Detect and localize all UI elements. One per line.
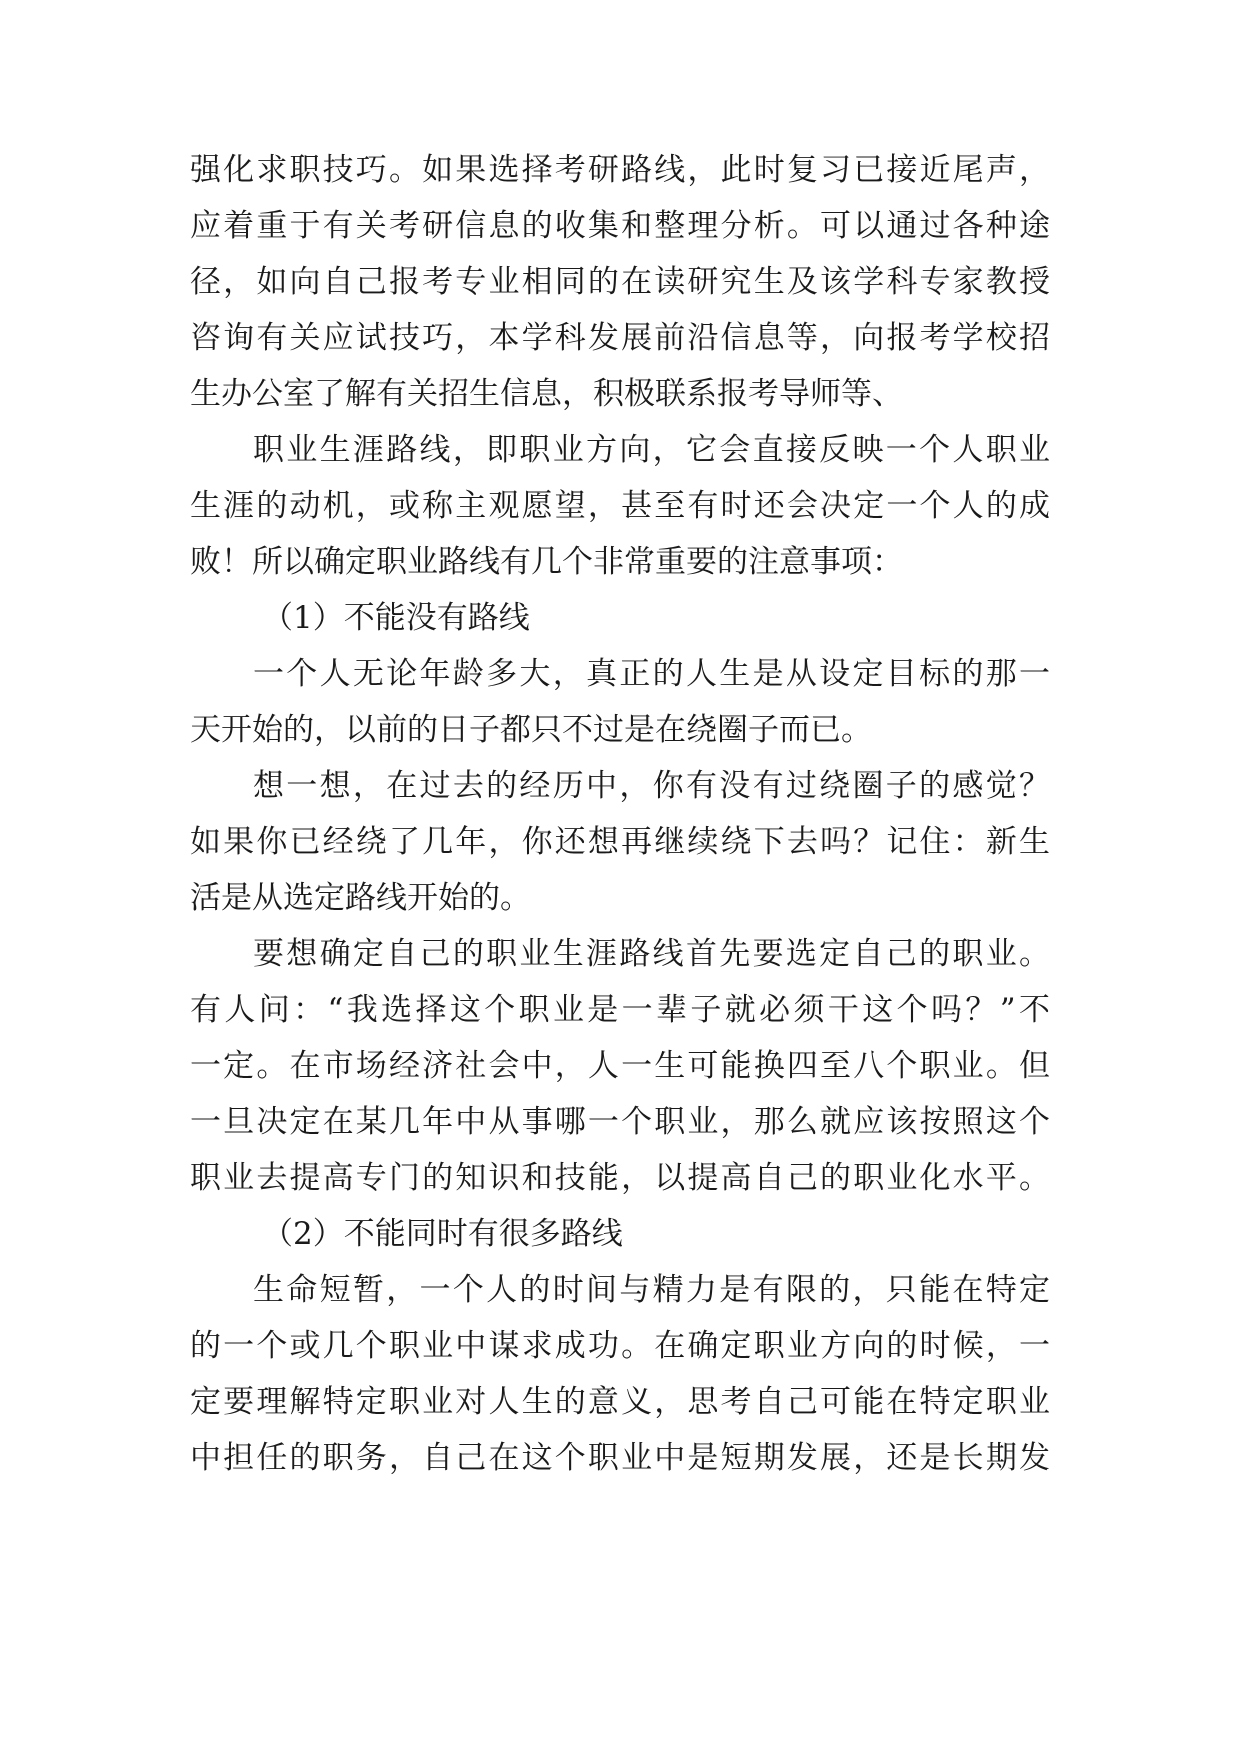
text-line: 的一个或几个职业中谋求成功。在确定职业方向的时候，一 [190, 1328, 1050, 1364]
paragraph-first-line: 想一想，在过去的经历中，你有没有过绕圈子的感觉？ [253, 768, 1050, 804]
text-line: 一旦决定在某几年中从事哪一个职业，那么就应该按照这个 [190, 1104, 1050, 1140]
text-line: 生办公室了解有关招生信息，积极联系报考导师等、 [190, 376, 903, 412]
paragraph-first-line: 生命短暂，一个人的时间与精力是有限的，只能在特定 [253, 1272, 1050, 1308]
section-heading: （2）不能同时有很多路线 [262, 1216, 623, 1252]
section-heading: （1）不能没有路线 [262, 600, 530, 636]
text-line: 中担任的职务，自己在这个职业中是短期发展，还是长期发 [190, 1440, 1050, 1476]
paragraph-first-line: 职业生涯路线，即职业方向，它会直接反映一个人职业 [253, 432, 1050, 468]
text-line: 强化求职技巧。如果选择考研路线，此时复习已接近尾声， [190, 152, 1050, 188]
text-line: 如果你已经绕了几年，你还想再继续绕下去吗？记住：新生 [190, 824, 1050, 860]
text-line: 生涯的动机，或称主观愿望，甚至有时还会决定一个人的成 [190, 488, 1050, 524]
paragraph-first-line: 要想确定自己的职业生涯路线首先要选定自己的职业。 [253, 936, 1050, 972]
text-line: 活是从选定路线开始的。 [190, 880, 531, 916]
text-line: 天开始的，以前的日子都只不过是在绕圈子而已。 [190, 712, 872, 748]
text-line: 有人问：“我选择这个职业是一辈子就必须干这个吗？”不 [190, 992, 1050, 1028]
text-line: 定要理解特定职业对人生的意义，思考自己可能在特定职业 [190, 1384, 1050, 1420]
text-line: 一定。在市场经济社会中，人一生可能换四至八个职业。但 [190, 1048, 1050, 1084]
text-line: 咨询有关应试技巧，本学科发展前沿信息等，向报考学校招 [190, 320, 1050, 356]
text-line: 败！所以确定职业路线有几个非常重要的注意事项： [190, 544, 903, 580]
text-line: 职业去提高专门的知识和技能，以提高自己的职业化水平。 [190, 1160, 1050, 1196]
text-line: 应着重于有关考研信息的收集和整理分析。可以通过各种途 [190, 208, 1050, 244]
text-line: 径，如向自己报考专业相同的在读研究生及该学科专家教授 [190, 264, 1050, 300]
paragraph-first-line: 一个人无论年龄多大，真正的人生是从设定目标的那一 [253, 656, 1050, 692]
